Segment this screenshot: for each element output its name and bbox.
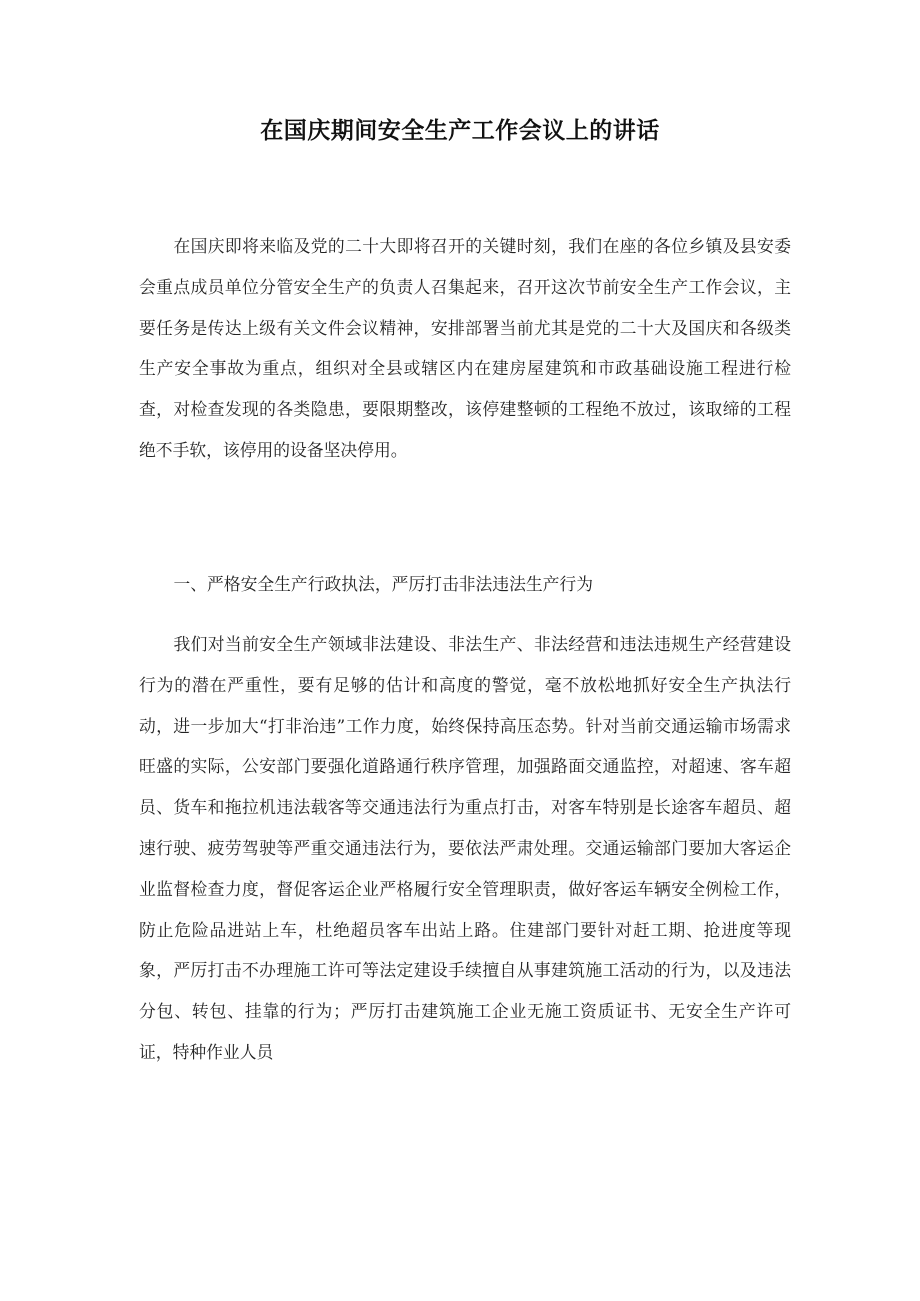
document-title: 在国庆期间安全生产工作会议上的讲话 <box>260 118 660 144</box>
section-heading-1: 一、严格安全生产行政执法，严厉打击非法违法生产行为 <box>173 574 593 594</box>
paragraph-section-1: 我们对当前安全生产领域非法建设、非法生产、非法经营和违法违规生产经营建设行为的潜在严重性，要有足够的估计和高度的警觉，毫不放松地抓好安全生产执法行动，进一步加大“打非治违”工作力度，始终保持高压态势。针对当前交通运输市场需求旺盛的实际，公安部门要强化道路通行秩序管理，加强路面交通监控，对超速、客车超员、货车和拖拉机违法载客等交通违法行为重点打击，对客车特别是长途客车超员、超速行驶、疲劳驾驶等严重交通违法行为，要依法严肃处理。交通运输部门要加大客运企业监督检查力度，督促客运企业严格履行安全管理职责，做好客运车辆安全例检工作，防止危险品进站上车，杜绝超员客车出站上路。住建部门要针对赶工期、抢进度等现象，严厉打击不办理施工许可等法定建设手续擅自从事建筑施工活动的行为，以及违法分包、转包、挂靠的行为；严厉打击建筑施工企业无施工资质证书、无安全生产许可证，特种作业人员 <box>139 634 791 1062</box>
paragraph-intro: 在国庆即将来临及党的二十大即将召开的关键时刻，我们在座的各位乡镇及县安委会重点成员单位分管安全生产的负责人召集起来，召开这次节前安全生产工作会议，主要任务是传达上级有关文件会议精神，安排部署当前尤其是党的二十大及国庆和各级类生产安全事故为重点，组织对全县或辖区内在建房屋建筑和市政基础设施工程进行检查，对检查发现的各类隐患，要限期整改，该停建整顿的工程绝不放过，该取缔的工程绝不手软，该停用的设备坚决停用。 <box>139 236 791 460</box>
